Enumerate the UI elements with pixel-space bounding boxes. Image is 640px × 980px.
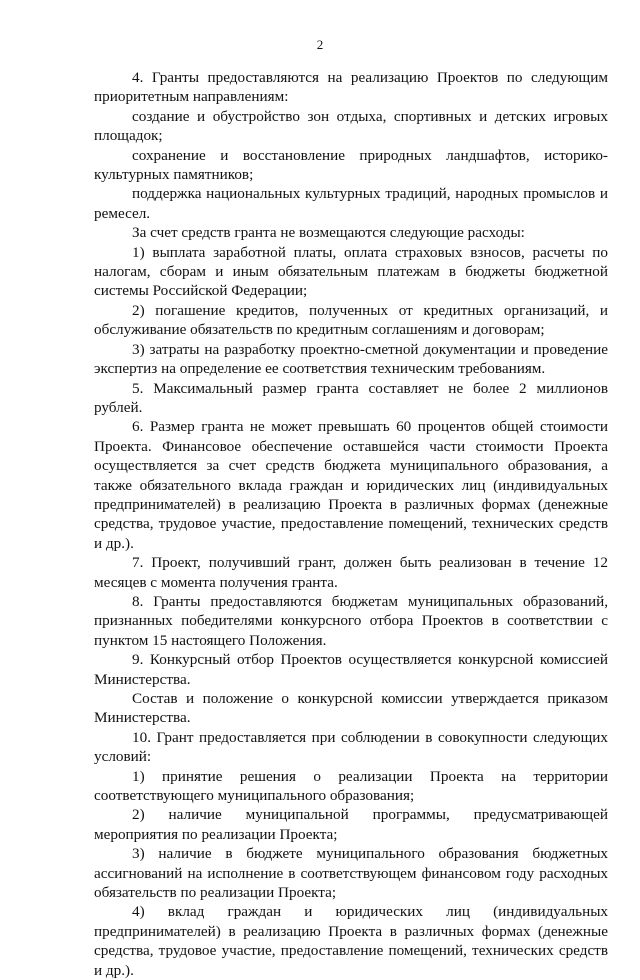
paragraph-item-7: 7. Проект, получивший грант, должен быть реализован в течение 12 месяцев с момента получения гранта. [94, 554, 608, 591]
paragraph-condition-4: 4) вклад граждан и юридических лиц (индивидуальных предпринимателей) в реализацию Проекта в различных формах (денежные средства, трудовое участие, предоставление помещений, технических средств и др.). [94, 903, 608, 979]
paragraph-item-10: 10. Грант предоставляется при соблюдении в совокупности следующих условий: [94, 728, 608, 766]
paragraph-direction-recreation-zones: создание и обустройство зон отдыха, спортивных и детских игровых площадок; [94, 107, 608, 145]
paragraph-excluded-1: 1) выплата заработной платы, оплата страховых взносов, расчеты по налогам, сборам и иным обязательным платежам в бюджеты бюджетной системы Российской Федерации; [94, 243, 608, 300]
paragraph-direction-traditions: поддержка национальных культурных традиций, народных промыслов и ремесел. [94, 185, 608, 222]
page-number: 2 [316, 37, 324, 52]
paragraph-condition-3: 3) наличие в бюджете муниципального образования бюджетных ассигнований на исполнение в соответствующем финансовом году расходных обязательств по реализации Проекта; [94, 845, 608, 902]
paragraph-item-8: 8. Гранты предоставляются бюджетам муниципальных образований, признанных победителями конкурсного отбора Проектов в соответствии с пунктом 15 настоящего Положения. [94, 592, 608, 649]
paragraph-item-6: 6. Размер гранта не может превышать 60 процентов общей стоимости Проекта. Финансовое обеспечение оставшейся части стоимости Проекта осуществляется за счет средств бюджета муниципального образования, а также обязательного вклада граждан и юридических лиц (индивидуальных предпринимателей) в реализацию Проекта в различных формах (денежные средства, трудовое участие, предоставление помещений, технических средств и др.). [94, 418, 608, 552]
paragraph-excluded-3: 3) затраты на разработку проектно-сметной документации и проведение экспертиз на определение ее соответствия техническим требованиям. [94, 340, 608, 378]
paragraph-direction-landscapes: сохранение и восстановление природных ландшафтов, историко-культурных памятников; [94, 146, 608, 184]
paragraph-commission: Состав и положение о конкурсной комиссии утверждается приказом Министерства. [94, 690, 608, 727]
paragraph-excluded-2: 2) погашение кредитов, полученных от кредитных организаций, и обслуживание обязательств по кредитным соглашениям и договорам; [94, 301, 608, 339]
paragraph-item-4: 4. Гранты предоставляются на реализацию Проектов по следующим приоритетным направлениям: [94, 69, 608, 106]
paragraph-item-9: 9. Конкурсный отбор Проектов осуществляется конкурсной комиссией Министерства. [94, 651, 608, 688]
paragraph-item-5: 5. Максимальный размер гранта составляет не более 2 миллионов рублей. [94, 379, 608, 416]
document-body [94, 68, 608, 980]
paragraph-condition-1: 1) принятие решения о реализации Проекта на территории соответствующего муниципального образования; [94, 767, 608, 805]
paragraph-excluded-expenses: За счет средств гранта не возмещаются следующие расходы: [132, 224, 525, 242]
paragraph-condition-2: 2) наличие муниципальной программы, предусматривающей мероприятия по реализации Проекта; [94, 806, 608, 843]
